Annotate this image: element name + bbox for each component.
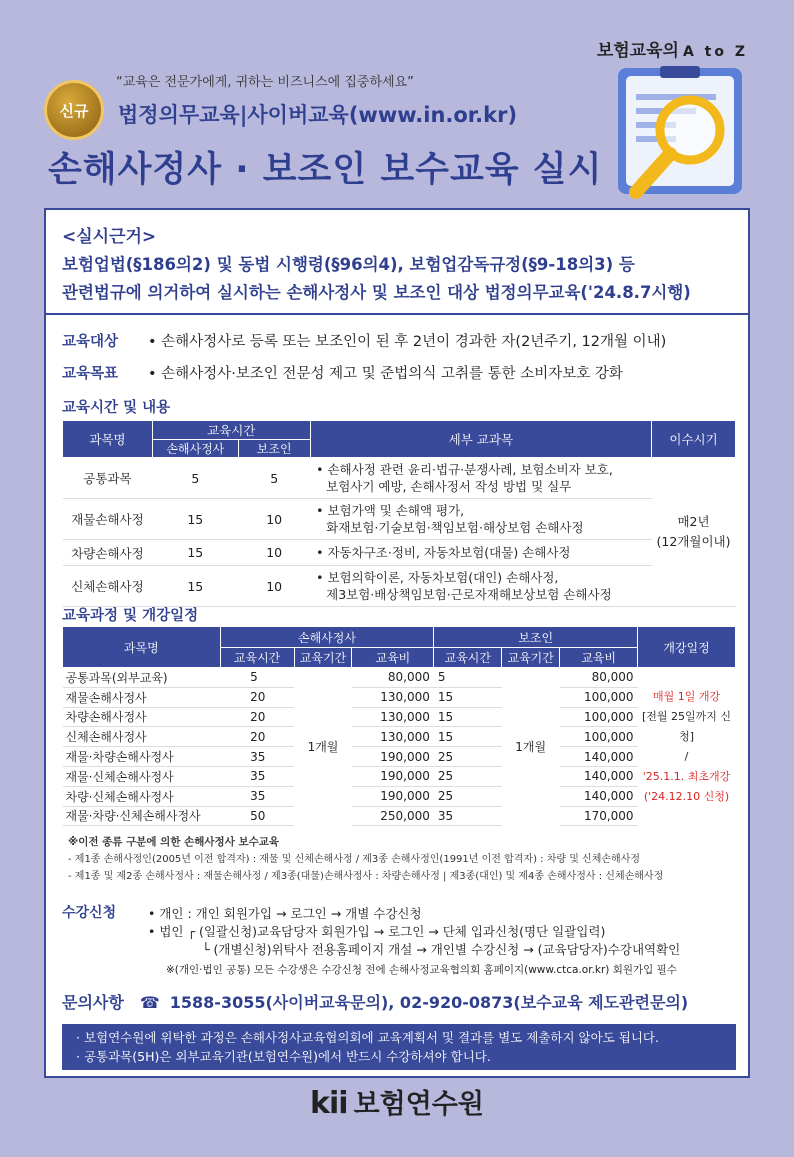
detail-line: 제3보험·배상책임보험·근로자재해보상보험 손해사정 <box>326 587 612 602</box>
col-b-fee: 교육비 <box>560 648 638 668</box>
basis-line-1: 보험업법(§186의2) 및 동법 시행령(§96의4), 보험업감독규정(§9-18의3) 등 <box>62 255 635 274</box>
goal-key: 교육목표 <box>62 366 119 382</box>
detail <box>310 540 651 566</box>
content-panel <box>44 208 750 1078</box>
detail-line: • 자동차구조·정비, 자동차보험(대물) 손해사정 <box>316 545 571 560</box>
detail-line: • 손해사정 관련 윤리·법규·분쟁사례, 보험소비자 보호, <box>316 462 613 477</box>
col-detail: 세부 교과목 <box>310 421 651 458</box>
notice-box <box>62 1024 736 1070</box>
notes-line: - 제1종 및 제2종 손해사정사 : 재물손해사정 / 제3종(대물)손해사정사 : 차량손해사정 | 제3종(대인) 및 제4종 손해사정사 : 신체손해사정 <box>68 871 664 882</box>
basis-label: <실시근거> <box>62 227 157 247</box>
hours-assistant: 5 <box>238 458 310 499</box>
detail-line: • 보험가액 및 손해액 평가, <box>316 503 465 518</box>
col-a-fee: 교육비 <box>352 648 434 668</box>
cycle-value <box>652 458 736 607</box>
a-fee: 130,000 <box>352 727 434 747</box>
phone-icon: ☎ <box>139 993 160 1012</box>
a-hours: 35 <box>220 766 294 786</box>
table-row <box>63 747 736 767</box>
b-fee: 140,000 <box>560 747 638 767</box>
hours-adjuster: 5 <box>152 458 238 499</box>
a-fee: 130,000 <box>352 687 434 707</box>
a-hours: 20 <box>220 727 294 747</box>
b-hours: 25 <box>434 786 502 806</box>
new-badge: 신규 <box>44 80 104 140</box>
table-row <box>63 806 736 826</box>
col-b-hours: 교육시간 <box>434 648 502 668</box>
course-name: 재물·차량·신체손해사정사 <box>63 806 221 826</box>
hours-assistant: 10 <box>238 566 310 607</box>
b-hours: 15 <box>434 687 502 707</box>
course-name: 신체손해사정사 <box>63 727 221 747</box>
table-row <box>63 766 736 786</box>
cycle-line: (12개월이내) <box>656 534 731 549</box>
col-schedule: 개강일정 <box>638 627 736 668</box>
table-row <box>63 668 736 688</box>
a-hours: 35 <box>220 786 294 806</box>
a-fee: 190,000 <box>352 766 434 786</box>
cycle-line: 매2년 <box>677 514 710 529</box>
b-hours: 25 <box>434 747 502 767</box>
a-fee: 190,000 <box>352 747 434 767</box>
b-period: 1개월 <box>515 740 547 755</box>
hours-adjuster: 15 <box>152 540 238 566</box>
brand-top <box>597 36 748 61</box>
brand-name: 보험교육의 <box>596 41 679 61</box>
schedule-line: ('24.12.10 신청) <box>643 789 730 803</box>
table-row <box>63 727 736 747</box>
schedule-line: / <box>684 749 689 763</box>
col-assistant: 보조인 <box>434 627 638 648</box>
table-row <box>63 540 736 566</box>
detail-line: 화재보험·기술보험·책임보험·해상보험 손해사정 <box>326 520 584 535</box>
b-hours: 15 <box>434 727 502 747</box>
contact-row <box>62 990 688 1013</box>
course-name: 재물·차량손해사정사 <box>63 747 221 767</box>
table-row <box>63 687 736 707</box>
col-b-period: 교육기간 <box>502 648 560 668</box>
b-fee: 80,000 <box>560 668 638 688</box>
course-name: 재물·신체손해사정사 <box>63 766 221 786</box>
notes <box>68 834 663 885</box>
basis-line-2: 관련법규에 의거하여 실시하는 손해사정사 및 보조인 대상 법정의무교육('24.8.7시행) <box>62 283 691 302</box>
course-table <box>62 626 736 826</box>
section2-title: 교육과정 및 개강일정 <box>62 608 199 624</box>
table-row <box>63 499 736 540</box>
course-name: 재물손해사정 <box>63 499 153 540</box>
footer-logo <box>0 1082 794 1121</box>
a-hours: 50 <box>220 806 294 826</box>
course-name: 공통과목 <box>63 458 153 499</box>
course-name: 공통과목(외부교육) <box>63 668 221 688</box>
col-a-period: 교육기간 <box>294 648 352 668</box>
a-hours: 20 <box>220 707 294 727</box>
b-fee: 140,000 <box>560 786 638 806</box>
notice-line: · 보험연수원에 위탁한 과정은 손해사정사교육협의회에 교육계획서 및 결과를 별도 제출하지 않아도 됩니다. <box>76 1030 659 1045</box>
detail <box>310 499 651 540</box>
apply-key: 수강신청 <box>62 905 117 921</box>
col-adjuster: 손해사정사 <box>152 440 238 458</box>
page-title: 손해사정사 · 보조인 보수교육 실시 <box>48 150 603 190</box>
apply-note: ※(개인·법인 공통) 모든 수강생은 수강신청 전에 손해사정교육협의회 홈페이지(www.ctca.or.kr) 회원가입 필수 <box>166 964 677 976</box>
hours-assistant: 10 <box>238 540 310 566</box>
org-name: 보험연수원 <box>353 1089 484 1120</box>
a-hours: 5 <box>220 668 294 688</box>
b-hours: 5 <box>434 668 502 688</box>
detail-line: 보험사기 예방, 손해사정서 작성 방법 및 실무 <box>326 479 572 494</box>
brand-atoz: A to Z <box>682 44 748 60</box>
table-row <box>63 458 736 499</box>
table-row <box>63 786 736 806</box>
kii-logo: kii <box>310 1086 348 1121</box>
a-period: 1개월 <box>307 740 339 755</box>
slogan: “교육은 전문가에게, 귀하는 비즈니스에 집중하세요” <box>116 75 414 90</box>
b-hours: 25 <box>434 766 502 786</box>
target-key: 교육대상 <box>62 334 119 350</box>
col-assistant: 보조인 <box>238 440 310 458</box>
hours-adjuster: 15 <box>152 566 238 607</box>
b-hours: 15 <box>434 707 502 727</box>
schedule-line: '25.1.1. 최초개강 <box>642 769 731 783</box>
apply-line: • 법인 ┌ (일괄신청)교육담당자 회원가입 → 로그인 → 단체 입과신청(명단 일괄입력) <box>148 924 606 939</box>
col-cycle: 이수시기 <box>652 421 736 458</box>
hours-adjuster: 15 <box>152 499 238 540</box>
detail <box>310 458 651 499</box>
b-fee: 170,000 <box>560 806 638 826</box>
apply-line: └ (개별신청)위탁사 전용홈페이지 개설 → 개인별 수강신청 → (교육담당자)수강내역확인 <box>202 942 681 957</box>
b-fee: 100,000 <box>560 707 638 727</box>
a-fee: 190,000 <box>352 786 434 806</box>
notes-heading: ※이전 종류 구분에 의한 손해사정사 보수교육 <box>68 836 280 848</box>
section1-title: 교육시간 및 내용 <box>62 400 171 416</box>
notice-line: · 공통과목(5H)은 외부교육기관(보험연수원)에서 반드시 수강하셔야 합니다. <box>76 1049 491 1064</box>
goal-row <box>62 362 623 383</box>
basis-section <box>46 210 748 315</box>
detail-line: • 보험의학이론, 자동차보험(대인) 손해사정, <box>316 570 559 585</box>
goal-value: • 손해사정사·보조인 전문성 제고 및 준법의식 고취를 통한 소비자보호 강화 <box>148 366 623 382</box>
col-adjuster: 손해사정사 <box>220 627 434 648</box>
hours-table <box>62 420 736 607</box>
col-a-hours: 교육시간 <box>220 648 294 668</box>
a-fee: 250,000 <box>352 806 434 826</box>
subtitle: 법정의무교육|사이버교육(www.in.or.kr) <box>118 103 518 127</box>
col-hours: 교육시간 <box>152 421 310 440</box>
schedule-line: 매월 1일 개강 <box>652 689 721 703</box>
contact-numbers: 1588-3055(사이버교육문의), 02-920-0873(보수교육 제도관련문의) <box>169 993 689 1012</box>
table-row <box>63 707 736 727</box>
b-fee: 100,000 <box>560 687 638 707</box>
a-hours: 20 <box>220 687 294 707</box>
notes-line: - 제1종 손해사정인(2005년 이전 합격자) : 재물 및 신체손해사정 / 제3종 손해사정인(1991년 이전 합격자) : 차량 및 신체손해사정 <box>68 854 641 865</box>
course-name: 신체손해사정 <box>63 566 153 607</box>
schedule-line: [전월 25일까지 신청] <box>642 709 732 743</box>
col-course: 과목명 <box>63 421 153 458</box>
b-fee: 140,000 <box>560 766 638 786</box>
apply-line: • 개인 : 개인 회원가입 → 로그인 → 개별 수강신청 <box>148 906 422 921</box>
table-row <box>63 566 736 607</box>
course-name: 재물손해사정사 <box>63 687 221 707</box>
course-name: 차량손해사정사 <box>63 707 221 727</box>
course-name: 차량·신체손해사정사 <box>63 786 221 806</box>
contact-label: 문의사항 <box>62 993 124 1012</box>
col-course: 과목명 <box>63 627 221 668</box>
schedule-cell <box>638 668 736 826</box>
b-fee: 100,000 <box>560 727 638 747</box>
a-fee: 130,000 <box>352 707 434 727</box>
a-hours: 35 <box>220 747 294 767</box>
b-hours: 35 <box>434 806 502 826</box>
target-row <box>62 330 666 351</box>
hours-assistant: 10 <box>238 499 310 540</box>
magnifier-icon <box>610 64 750 204</box>
target-value: • 손해사정사로 등록 또는 보조인이 된 후 2년이 경과한 자(2년주기, 12개월 이내) <box>148 334 667 350</box>
detail <box>310 566 651 607</box>
course-name: 차량손해사정 <box>63 540 153 566</box>
a-fee: 80,000 <box>352 668 434 688</box>
